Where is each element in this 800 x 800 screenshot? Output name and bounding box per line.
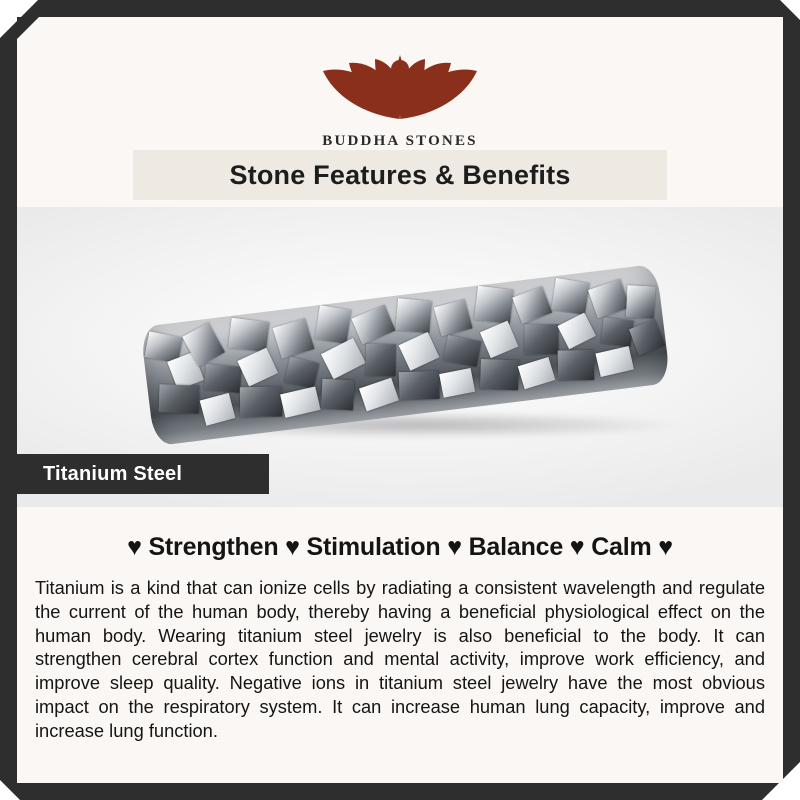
lotus-meditation-icon [305,23,495,131]
benefits-line: ♥ Strengthen ♥ Stimulation ♥ Balance ♥ Calm ♥ [127,533,673,561]
image-caption-tab [17,454,269,494]
corner-notch-top-right [780,0,800,20]
page-title [133,150,667,200]
page-title-text: Stone Features & Benefits [229,159,571,190]
corner-notch-bottom-left [0,780,20,800]
brand-logo [17,23,783,150]
content-area [17,17,783,783]
description-section [17,507,783,783]
image-caption-text: Titanium Steel [43,462,183,485]
brand-name: BUDDHA STONES [322,133,478,149]
description-text: Titanium is a kind that can ionize cells by radiating a consistent wavelength and regulate the current of the human body, thereby having a beneficial physiological effect on the human body. Wearing titanium steel jewelry is also beneficial to the body. It can strengthen cerebral cortex function and mental activity, improve work efficiency, and improve sleep quality. Negative ions in titanium steel jewelry have the most obvious impact on the respiratory system. It can increase human lung capacity, improve and increase lung function. [35,577,765,741]
